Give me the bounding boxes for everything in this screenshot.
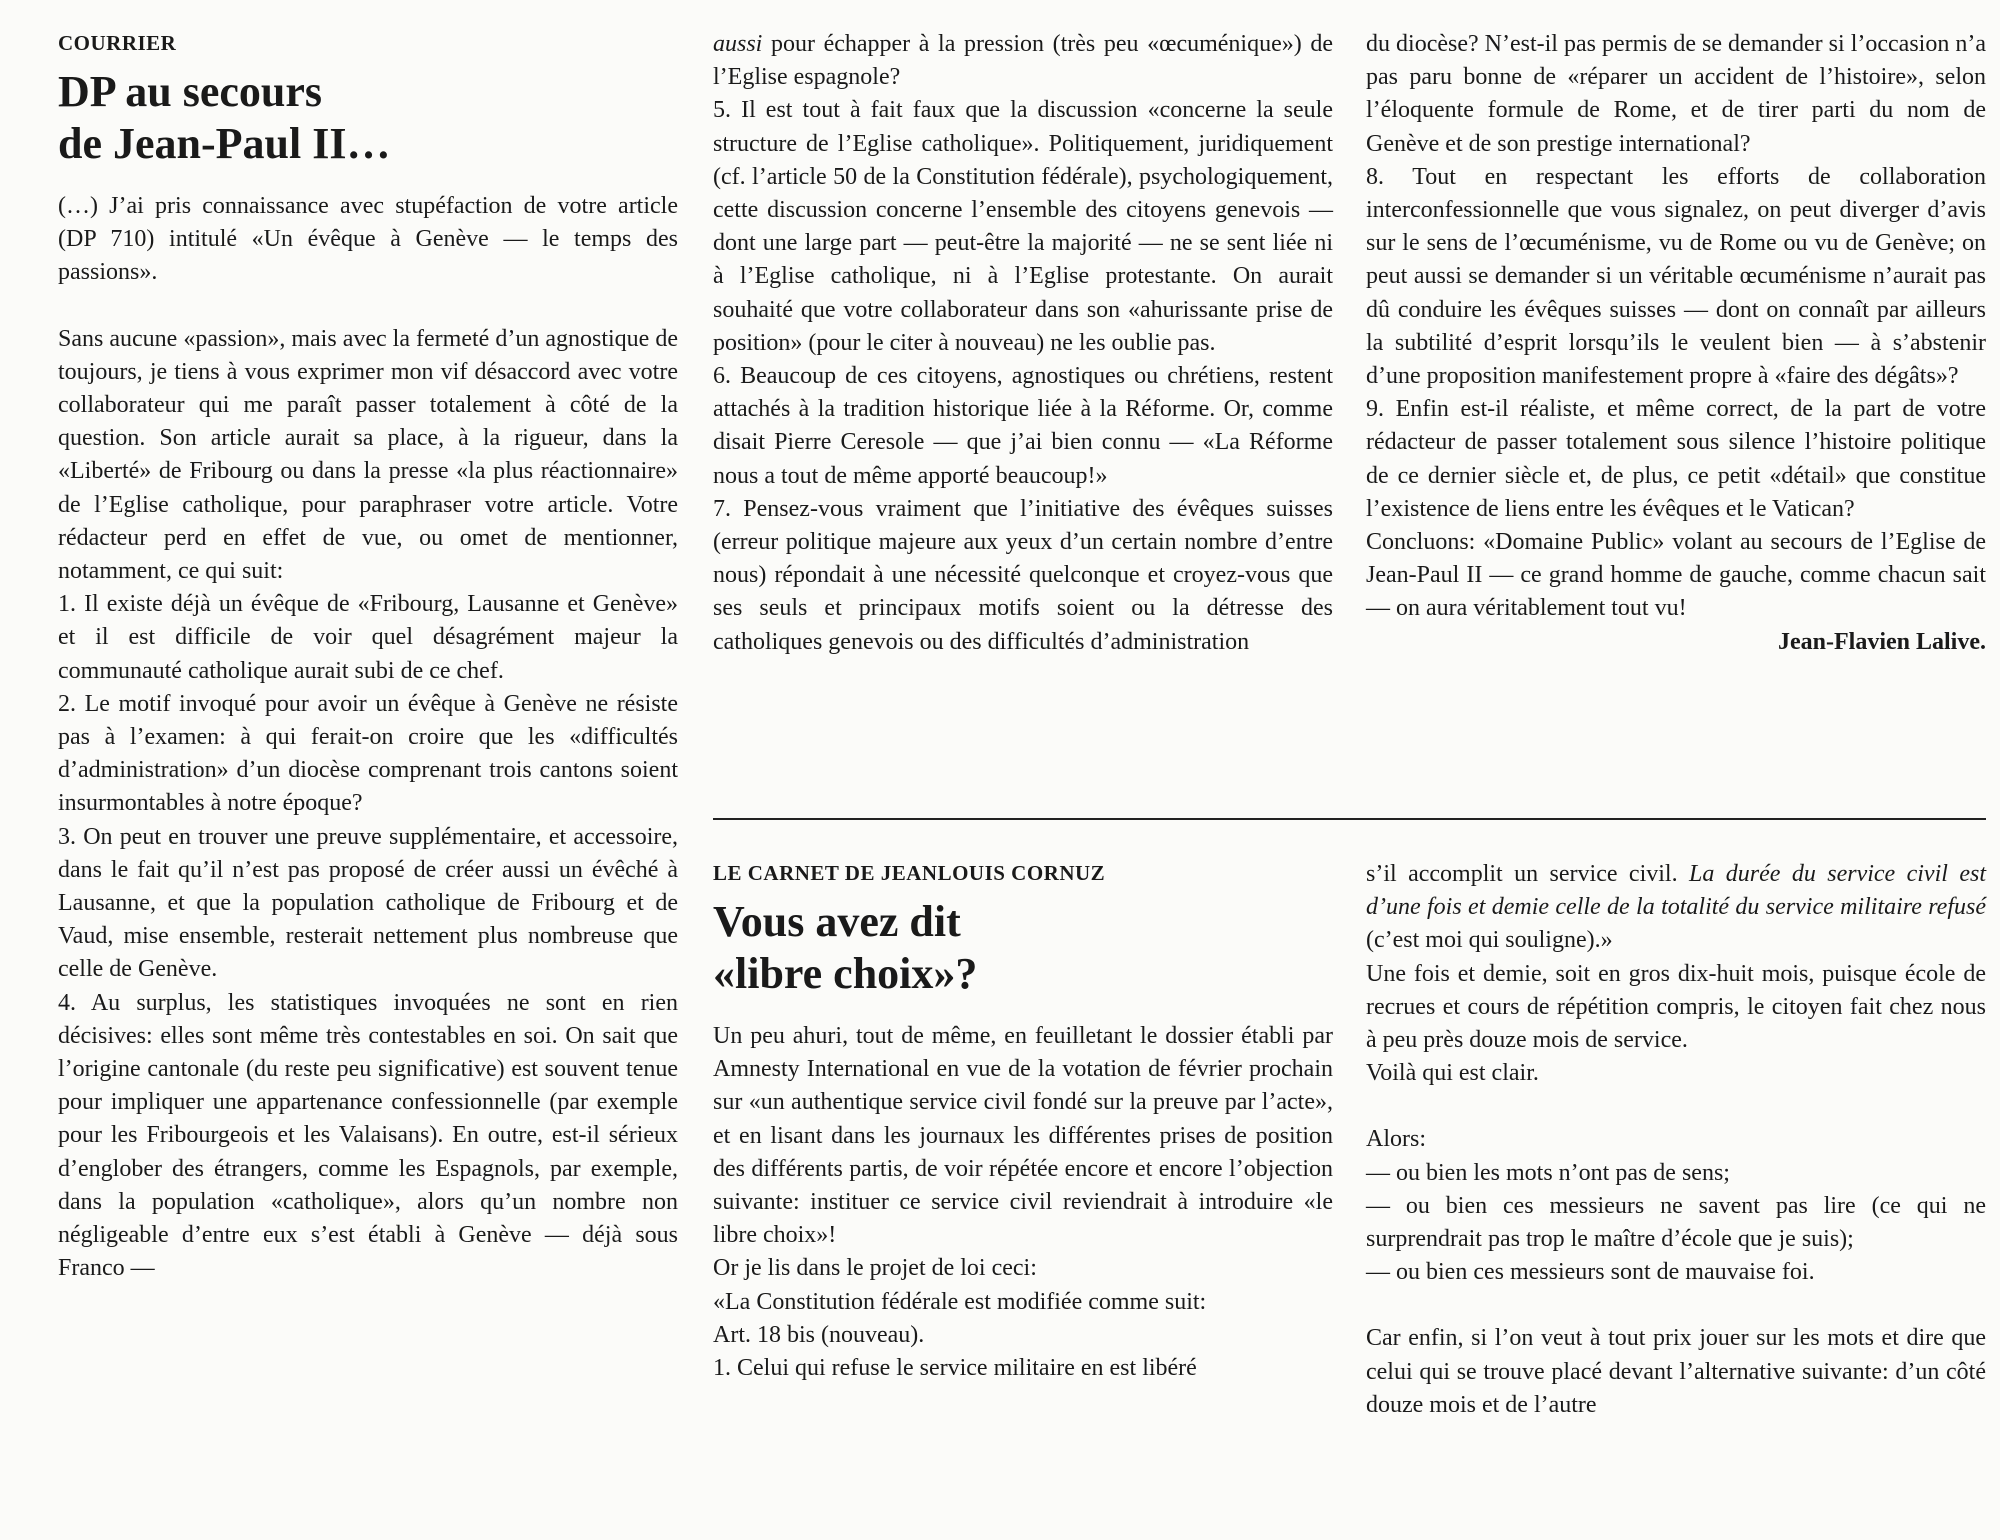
article1-point-4: 4. Au surplus, les statistiques invoquées ne sont en rien décisives: elles sont même très contestables en soi. On sait que l’origine cantonale (du reste peu significative) est souvent tenue pour impliquer une appartenance confessionnelle (par exemple pour les Fribourgeois et les Valaisans). En outre, est-il sérieux d’englober des étrangers, comme les Espagnols, par exemple, dans la population «catholique», alors qu’un nombre non négligeable d’entre eux s’est établi à Genève — déjà sous Franco — <box>58 989 678 1282</box>
article1-point-7-continued: du diocèse? N’est-il pas permis de se demander si l’occasion n’a pas paru bonne de «réparer un accident de l’histoire», selon l’éloquente formule de Rome, et de tirer parti du nom de Genève et de son prestige international? <box>1366 31 1986 157</box>
article1-point-7: 7. Pensez-vous vraiment que l’initiative des évêques suisses (erreur politique majeure aux yeux d’un certain nombre d’entre nous) répondait à une nécessité quelconque et croyez-vous que ses seuls et principaux motifs soient ou la détresse des catholiques genevois ou des difficultés d’administration <box>713 495 1333 655</box>
article1-point-5: 5. Il est tout à fait faux que la discussion «concerne la seule structure de l’Eglise catholique». Politiquement, juridiquement (cf. l’article 50 de la Constitution fédérale), psychologiquement, cette discussion concerne l’ensemble des citoyens genevois — dont une large part — peut-être la majorité — ne se sent liée ni à l’Eglise catholique, ni à l’Eglise protestante. On aurait souhaité que votre collaborateur dans son «ahurissante prise de position» (pour le citer à nouveau) ne les oublie pas. <box>713 97 1333 356</box>
article1-point-2: 2. Le motif invoqué pour avoir un évêque à Genève ne résiste pas à l’examen: à qui ferait-on croire que les «difficultés d’administration» d’un diocèse comprenant trois cantons soient insurmontables à notre époque? <box>58 690 678 817</box>
article2-kicker: LE CARNET DE JEANLOUIS CORNUZ <box>713 861 1106 885</box>
article2-quote: «La Constitution fédérale est modifiée comme suit: <box>713 1288 1207 1315</box>
article2-title-line1: Vous avez dit <box>713 897 961 946</box>
article1-continuation <box>713 28 1333 94</box>
section-divider <box>713 818 1986 820</box>
article1-conclusion: Concluons: «Domaine Public» volant au secours de l’Eglise de Jean-Paul II — ce grand homme de gauche, comme chacun sait — on aura véritablement tout vu! <box>1366 529 1986 622</box>
article2-list-item: — ou bien ces messieurs ne savent pas lire (ce qui ne surprendrait pas trop le maître d’école que je suis); <box>1366 1192 1986 1253</box>
article2-clause-italic: La durée du service civil est d’une fois et demie celle de la totalité du service militaire refusé <box>1366 861 1986 921</box>
article1-title-line2: de Jean-Paul II… <box>58 119 391 168</box>
article2-clause-1: 1. Celui qui refuse le service militaire en est libéré <box>713 1355 1197 1382</box>
article2-clause-1-continued <box>1366 858 1986 958</box>
article1-paragraph: Sans aucune «passion», mais avec la fermeté d’un agnostique de toujours, je tiens à vous exprimer mon vif désaccord avec votre collaborateur qui me paraît passer totalement à côté de la question. Son article aurait sa place, à la rigueur, dans la «Liberté» de Fribourg ou dans la presse «la plus réactionnaire» de l’Eglise catholique, pour paraphraser votre article. Votre rédacteur perd en effet de vue, ou omet de mentionner, notamment, ce qui suit: <box>58 325 678 585</box>
article2-clause-text: s’il accomplit un service civil. <box>1366 861 1689 887</box>
article1-column1 <box>58 28 678 1286</box>
article2-paragraph-2: Or je lis dans le projet de loi ceci: <box>713 1255 1037 1282</box>
article1-continuation-italic: aussi <box>713 31 763 57</box>
article2-paragraph-5: Alors: <box>1366 1126 1426 1153</box>
article1-point-3: 3. On peut en trouver une preuve supplémentaire, et accessoire, dans le fait qu’il n’est pas proposé de créer aussi un évêché à Lausanne, et que la population catholique de Fribourg et de Vaud, mise ensemble, resterait nettement plus nombreuse que celle de Genève. <box>58 823 678 983</box>
article2-paragraph-6: Car enfin, si l’on veut à tout prix jouer sur les mots et dire que celui qui se trouve placé devant l’alternative suivante: d’un côté douze mois et de l’autre <box>1366 1325 1986 1418</box>
article2-column3 <box>1366 858 1986 1422</box>
article1-title <box>58 66 678 170</box>
article2-title-line2: «libre choix»? <box>713 949 978 998</box>
article1-point-1: 1. Il existe déjà un évêque de «Fribourg, Lausanne et Genève» et il est difficile de voir quel désagrément majeur la communauté catholique aurait subi de ce chef. <box>58 591 678 684</box>
article1-signature: Jean-Flavien Lalive. <box>1778 628 1986 655</box>
article1-column2 <box>713 28 1333 659</box>
article1-point-6: 6. Beaucoup de ces citoyens, agnostiques ou chrétiens, restent attachés à la tradition historique liée à la Réforme. Or, comme disait Pierre Ceresole — que j’ai bien connu — «La Réforme nous a tout de même apporté beaucoup!» <box>713 363 1333 489</box>
article2-list-item: — ou bien les mots n’ont pas de sens; <box>1366 1159 1730 1186</box>
article1-column3 <box>1366 28 1986 659</box>
article1-intro: (…) J’ai pris connaissance avec stupéfaction de votre article (DP 710) intitulé «Un évêque à Genève — le temps des passions». <box>58 193 678 286</box>
article1-title-line1: DP au secours <box>58 67 322 116</box>
article1-point-9: 9. Enfin est-il réaliste, et même correct, de la part de votre rédacteur de passer totalement sous silence l’histoire politique de ce dernier siècle et, de plus, ce petit «détail» que constitue l’existence de liens entre les évêques et le Vatican? <box>1366 396 1986 522</box>
article2-clause-note: (c’est moi qui souligne).» <box>1366 927 1613 954</box>
article2-paragraph-4: Voilà qui est clair. <box>1366 1060 1539 1087</box>
article2-title <box>713 896 1333 1000</box>
article2-paragraph-1: Un peu ahuri, tout de même, en feuilletant le dossier établi par Amnesty International en vue de la votation de février prochain sur «un authentique service civil fondé sur la preuve par l’acte», et en lisant dans les journaux les différentes prises de position des différents partis, de voir répétée encore et encore l’objection suivante: instituer ce service civil reviendrait à introduire «le libre choix»! <box>713 1023 1333 1249</box>
article1-continuation-text: pour échapper à la pression (très peu «œcuménique») de l’Eglise espagnole? <box>713 31 1333 91</box>
article1-point-8: 8. Tout en respectant les efforts de collaboration interconfessionnelle que vous signalez, on peut diverger d’avis sur le sens de l’œcuménisme, vu de Rome ou vu de Genève; on peut aussi se demander si un véritable œcuménisme n’aurait pas dû conduire les évêques suisses — dont on connaît par ailleurs la subtilité d’esprit lorsqu’ils le veulent bien — à s’abstenir d’une proposition manifestement propre à «faire des dégâts»? <box>1366 163 1986 390</box>
article2-column2 <box>713 858 1333 1385</box>
article1-kicker: COURRIER <box>58 31 177 55</box>
article2-list-item: — ou bien ces messieurs sont de mauvaise foi. <box>1366 1259 1815 1286</box>
article2-paragraph-3: Une fois et demie, soit en gros dix-huit mois, puisque école de recrues et cours de répétition compris, le citoyen fait chez nous à peu près douze mois de service. <box>1366 960 1986 1054</box>
article2-article-ref: Art. 18 bis (nouveau). <box>713 1321 925 1348</box>
